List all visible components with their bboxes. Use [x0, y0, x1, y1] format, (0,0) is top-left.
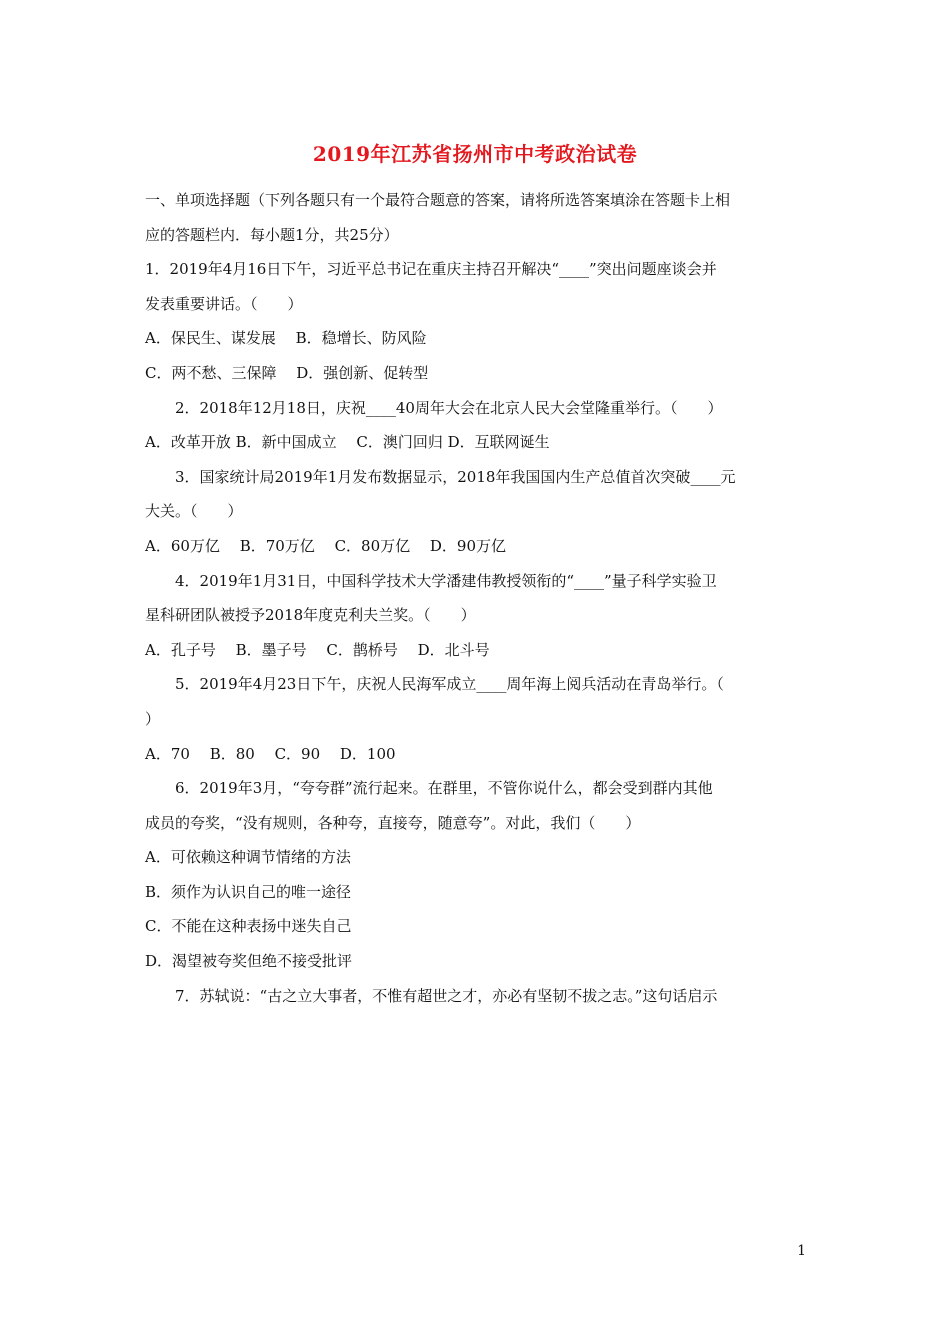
question-6-option-b: B．须作为认识自己的唯一途径 — [145, 882, 352, 901]
document-body — [145, 188, 810, 1018]
page-title: 2019年江苏省扬州市中考政治试卷 — [312, 142, 638, 166]
question-3-cont: 大关。（ ） — [145, 502, 243, 521]
question-1-options-cd: C．两不愁、三保障 D．强创新、促转型 — [145, 363, 429, 382]
question-5-cont: ） — [145, 709, 161, 728]
question-2-options: A．改革开放 B．新中国成立 C．澳门回归 D．互联网诞生 — [145, 433, 550, 452]
section-heading-cont: 应的答题栏内．每小题1分，共25分） — [145, 225, 399, 244]
question-1-options-ab: A．保民生、谋发展 B．稳增长、防风险 — [145, 329, 427, 348]
question-6-option-d: D．渴望被夸奖但绝不接受批评 — [145, 952, 353, 971]
question-4: 4．2019年1月31日，中国科学技术大学潘建伟教授领衔的“____”量子科学实验卫 — [175, 571, 717, 590]
question-5-options: A．70 B．80 C．90 D．100 — [145, 744, 396, 763]
question-6: 6．2019年3月，“夸夸群”流行起来。在群里，不管你说什么，都会受到群内其他 — [175, 779, 713, 798]
page-number: 1 — [797, 1243, 806, 1259]
question-6-option-c: C．不能在这种表扬中迷失自己 — [145, 917, 352, 936]
question-5: 5．2019年4月23日下午，庆祝人民海军成立____周年海上阅兵活动在青岛举行。（ — [175, 675, 724, 694]
question-3-options: A．60万亿 B．70万亿 C．80万亿 D．90万亿 — [145, 536, 507, 555]
question-6-option-a: A．可依赖这种调节情绪的方法 — [145, 848, 351, 867]
question-4-options: A．孔子号 B．墨子号 C．鹊桥号 D．北斗号 — [145, 640, 490, 659]
question-7: 7．苏轼说：“古之立大事者，不惟有超世之才，亦必有坚韧不拔之志。”这句话启示 — [175, 986, 718, 1005]
section-heading: 一、单项选择题（下列各题只有一个最符合题意的答案，请将所选答案填涂在答题卡上相 — [145, 191, 731, 209]
question-6-cont: 成员的夸奖，“没有规则，各种夸，直接夸，随意夸”。对此，我们（ ） — [145, 813, 641, 832]
question-2: 2．2018年12月18日，庆祝____40周年大会在北京人民大会堂隆重举行。（ ） — [175, 398, 723, 417]
question-3: 3．国家统计局2019年1月发布数据显示，2018年我国国内生产总值首次突破____元 — [175, 467, 736, 486]
question-1-cont: 发表重要讲话。（ ） — [145, 294, 303, 313]
question-1: 1．2019年4月16日下午，习近平总书记在重庆主持召开解决“____”突出问题座谈会并 — [145, 260, 717, 279]
question-4-cont: 星科研团队被授予2018年度克利夫兰奖。（ ） — [145, 606, 476, 625]
